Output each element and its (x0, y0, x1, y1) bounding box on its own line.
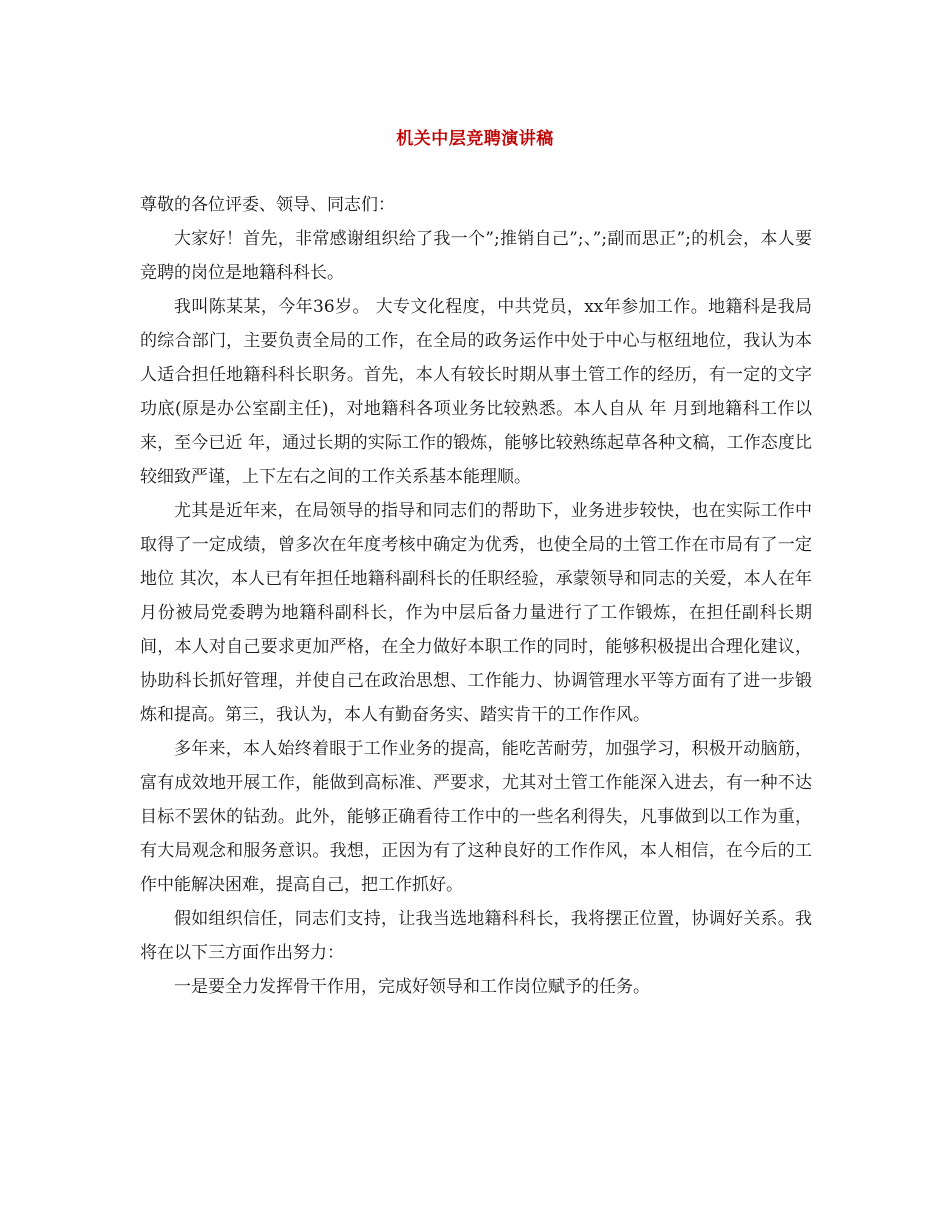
document-title: 机关中层竞聘演讲稿 (396, 129, 554, 149)
paragraph-6: 一是要全力发挥骨干作用，完成好领导和工作岗位赋予的任务。 (174, 977, 650, 997)
paragraph-1: 大家好！首先，非常感谢组织给了我一个”;推销自己”;、”;副而思正”;的机会，本人要竞聘的岗位是地籍科科长。 (140, 229, 812, 283)
salutation: 尊敬的各位评委、领导、同志们： (140, 195, 395, 215)
paragraph-3: 尤其是近年来，在局领导的指导和同志们的帮助下，业务进步较快，也在实际工作中取得了一定成绩，曾多次在年度考核中确定为优秀，也使全局的土管工作在市局有了一定地位 其次，本人已有年担任地籍科副科长的任职经验，承蒙领导和同志的关爱，本人在年 月份被局党委聘为地籍科副科长，作为中层后备力量进行了工作锻炼，在担任副科长期间，本人对自己要求更加严格，在全力做好本职工作的同时，能够积极提出合理化建议，协助科长抓好管理，并使自己在政治思想、工作能力、协调管理水平等方面有了进一步锻炼和提高。第三，我认为，本人有勤奋务实、踏实肯干的工作作风。 (140, 501, 812, 725)
paragraph-4: 多年来，本人始终着眼于工作业务的提高，能吃苦耐劳，加强学习，积极开动脑筋，富有成效地开展工作，能做到高标准、严要求，尤其对土管工作能深入进去，有一种不达目标不罢休的钻劲。此外，能够正确看待工作中的一些名利得失，凡事做到以工作为重，有大局观念和服务意识。我想，正因为有了这种良好的工作作风，本人相信，在今后的工作中能解决困难，提高自己，把工作抓好。 (140, 739, 812, 895)
paragraph-2: 我叫陈某某，今年36岁。 大专文化程度，中共党员，xx年参加工作。地籍科是我局的综合部门，主要负责全局的工作，在全局的政务运作中处于中心与枢纽地位，我认为本人适合担任地籍科科长职务。首先，本人有较长时期从事土管工作的经历，有一定的文字功底(原是办公室副主任)，对地籍科各项业务比较熟悉。本人自从 年 月到地籍科工作以来，至今已近 年，通过长期的实际工作的锻炼，能够比较熟练起草各种文稿，工作态度比较细致严谨，上下左右之间的工作关系基本能理顺。 (140, 297, 812, 487)
paragraph-5: 假如组织信任，同志们支持，让我当选地籍科科长，我将摆正位置，协调好关系。我将在以下三方面作出努力： (140, 909, 812, 963)
document-body (140, 188, 812, 1004)
